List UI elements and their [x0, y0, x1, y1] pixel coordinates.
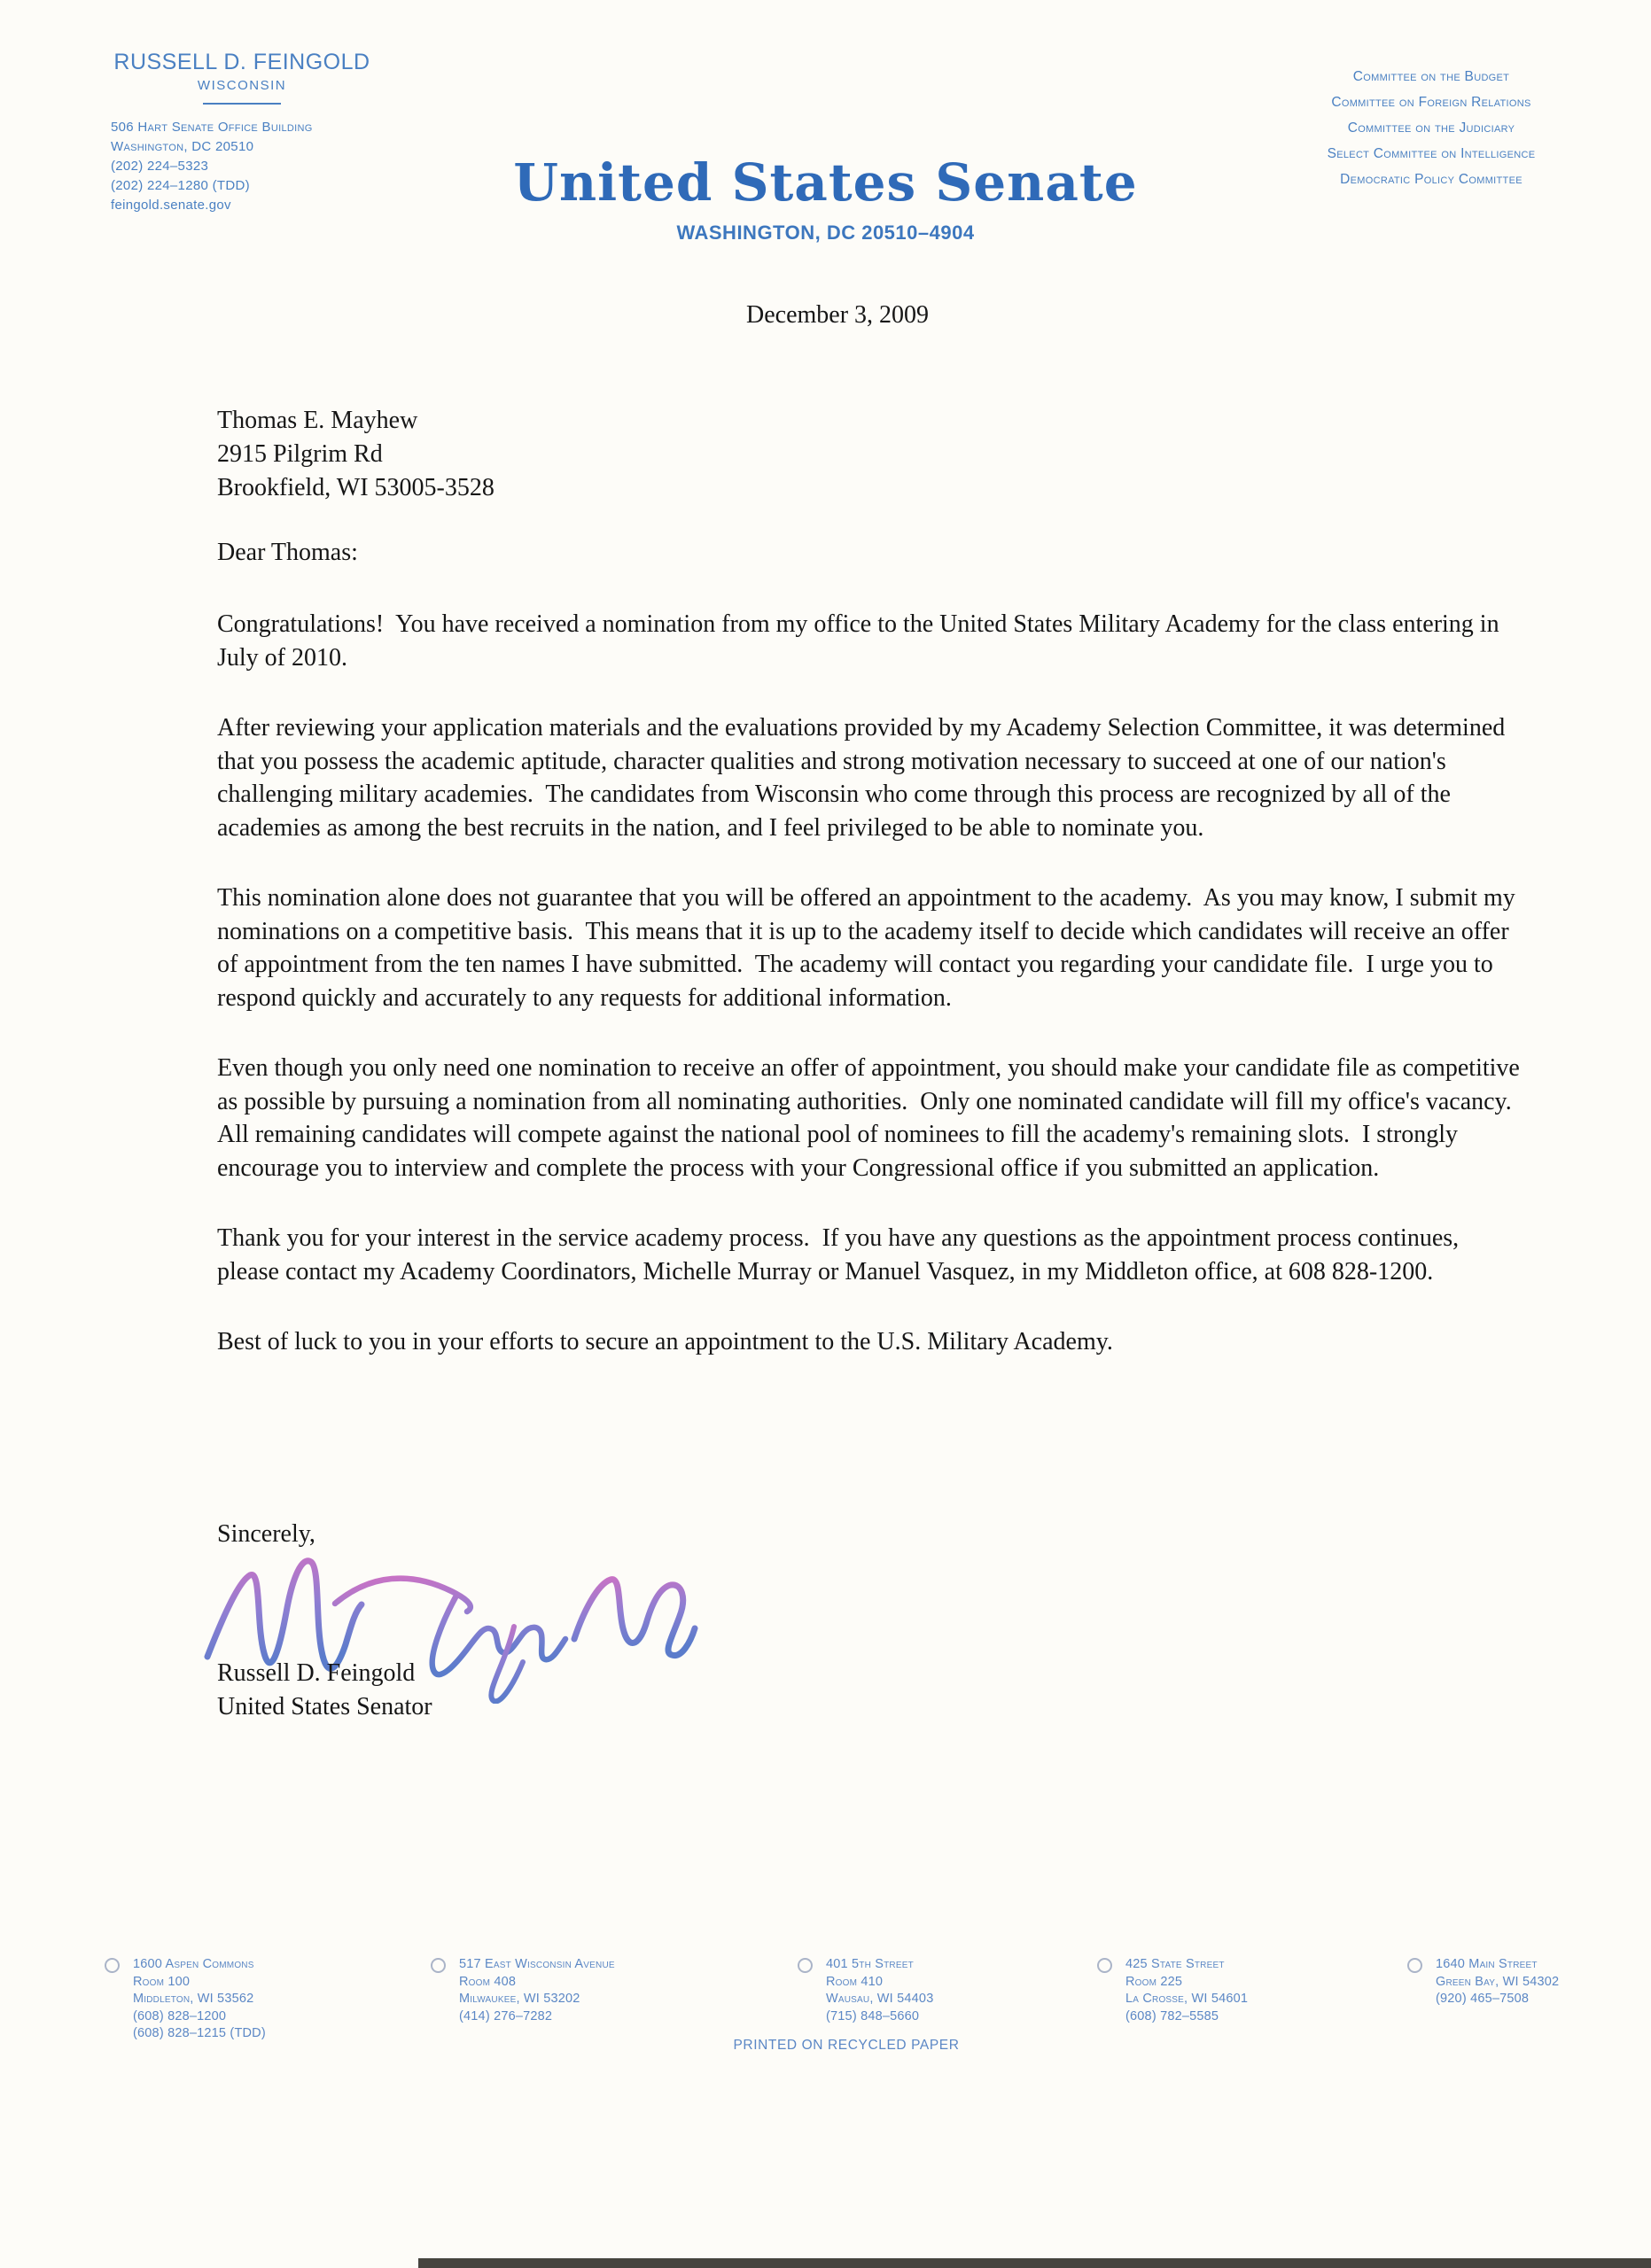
office-marker-icon — [105, 1958, 120, 1973]
committee-item: Democratic Policy Committee — [1340, 172, 1523, 187]
office-line: Room 225 — [1125, 1974, 1183, 1989]
sender-divider — [203, 103, 281, 105]
office-line: Middleton, WI 53562 — [133, 1992, 254, 2006]
office-line: (608) 828–1200 — [133, 2008, 227, 2023]
signer-block — [217, 1657, 432, 1724]
office-line: 425 State Street — [1125, 1957, 1225, 1971]
office-line: Green Bay, WI 54302 — [1436, 1974, 1560, 1989]
office-line: 1600 Aspen Commons — [133, 1957, 254, 1971]
sender-tdd-phone: (202) 224–1280 (TDD) — [111, 178, 250, 193]
recipient-address — [217, 404, 495, 505]
committee-item: Select Committee on Intelligence — [1327, 146, 1536, 161]
masthead-title: United States Senate — [513, 152, 1138, 213]
office-line: (608) 828–1215 (TDD) — [133, 2026, 266, 2040]
office-line: Room 410 — [826, 1974, 884, 1989]
body-paragraph: Even though you only need one nomination to receive an offer of appointment, you should make your candidate file as competitive as possible by pursuing a nomination from all nominating authorities. Only one nominated candidate will fill my office's vacancy. All remaining candidates will compete against the national pool of nominees to fill the academy's remaining slots. I strongly encourage you to interview and complete the process with your Congressional office if you submitted an application. — [217, 1054, 1526, 1182]
salutation: Dear Thomas: — [217, 539, 358, 566]
office-marker-icon — [1097, 1958, 1112, 1973]
recycled-paper-note: PRINTED ON RECYCLED PAPER — [733, 2038, 960, 2053]
body-paragraph: This nomination alone does not guarantee that you will be offered an appointment to the academy. As you may know, I submit my nominations on a competitive basis. This means that it is up to the academy itself to decide which candidates will receive an offer of appointment from the ten names I have submitted. The academy will contact you regarding your candidate file. I urge you to respond quickly and accurately to any requests for additional information. — [217, 884, 1522, 1012]
committee-list — [1245, 64, 1617, 192]
recipient-line: Thomas E. Mayhew — [217, 407, 418, 434]
office-column-lacrosse — [1097, 1956, 1248, 2025]
sender-address-line: Washington, DC 20510 — [111, 139, 254, 154]
office-line: 1640 Main Street — [1436, 1957, 1538, 1971]
recipient-line: 2915 Pilgrim Rd — [217, 440, 383, 468]
body-paragraph: Thank you for your interest in the service academy process. If you have any questions as the appointment process continues, please contact my Academy Coordinators, Michelle Murray or Manuel Vasquez, in my Middleton office, at 608 828-1200. — [217, 1224, 1466, 1285]
sender-state: WISCONSIN — [197, 78, 287, 93]
office-marker-icon — [431, 1958, 446, 1973]
office-line: 401 5th Street — [826, 1957, 914, 1971]
committee-item: Committee on the Judiciary — [1347, 120, 1515, 136]
masthead-subtitle: WASHINGTON, DC 20510–4904 — [676, 221, 975, 244]
recipient-line: Brookfield, WI 53005-3528 — [217, 474, 495, 501]
office-marker-icon — [798, 1958, 813, 1973]
closing: Sincerely, — [217, 1520, 315, 1548]
office-marker-icon — [1407, 1958, 1422, 1973]
letter-body — [217, 608, 1527, 1396]
office-line: (715) 848–5660 — [826, 2008, 920, 2023]
office-line: Milwaukee, WI 53202 — [459, 1992, 580, 2006]
office-column-middleton — [105, 1956, 266, 2043]
office-line: Room 100 — [133, 1974, 191, 1989]
signer-title: United States Senator — [217, 1693, 432, 1720]
scan-edge-artifact — [418, 2258, 1651, 2268]
sender-phone: (202) 224–5323 — [111, 159, 209, 174]
office-line: (920) 465–7508 — [1436, 1992, 1530, 2006]
signer-name: Russell D. Feingold — [217, 1659, 416, 1687]
office-line: (608) 782–5585 — [1125, 2008, 1219, 2023]
committee-item: Committee on the Budget — [1352, 69, 1510, 84]
office-line: La Crosse, WI 54601 — [1125, 1992, 1249, 2006]
body-paragraph: Best of luck to you in your efforts to secure an appointment to the U.S. Military Academy. — [217, 1328, 1113, 1355]
office-column-wausau — [798, 1956, 933, 2025]
body-paragraph: After reviewing your application materials and the evaluations provided by my Academy Selection Committee, it was determined that you possess the academic aptitude, character qualities and strong motivation necessary to succeed at one of our nation's challenging military academies. The candidates from Wisconsin who come through this process are recognized by all of the academies as among the best recruits in the nation, and I feel privileged to be able to nominate you. — [217, 714, 1512, 842]
office-column-milwaukee — [431, 1956, 615, 2025]
office-line: (414) 276–7282 — [459, 2008, 553, 2023]
letter-date: December 3, 2009 — [746, 301, 930, 329]
committee-item: Committee on Foreign Relations — [1331, 95, 1531, 110]
sender-website: feingold.senate.gov — [111, 198, 231, 213]
office-line: Room 408 — [459, 1974, 517, 1989]
office-column-greenbay — [1407, 1956, 1559, 2008]
sender-name: RUSSELL D. FEINGOLD — [113, 50, 370, 74]
office-line: 517 East Wisconsin Avenue — [459, 1957, 615, 1971]
body-paragraph: Congratulations! You have received a nomination from my office to the United States Military Academy for the class entering in July of 2010. — [217, 610, 1506, 672]
sender-address-line: 506 Hart Senate Office Building — [111, 120, 313, 135]
office-line: Wausau, WI 54403 — [826, 1992, 934, 2006]
